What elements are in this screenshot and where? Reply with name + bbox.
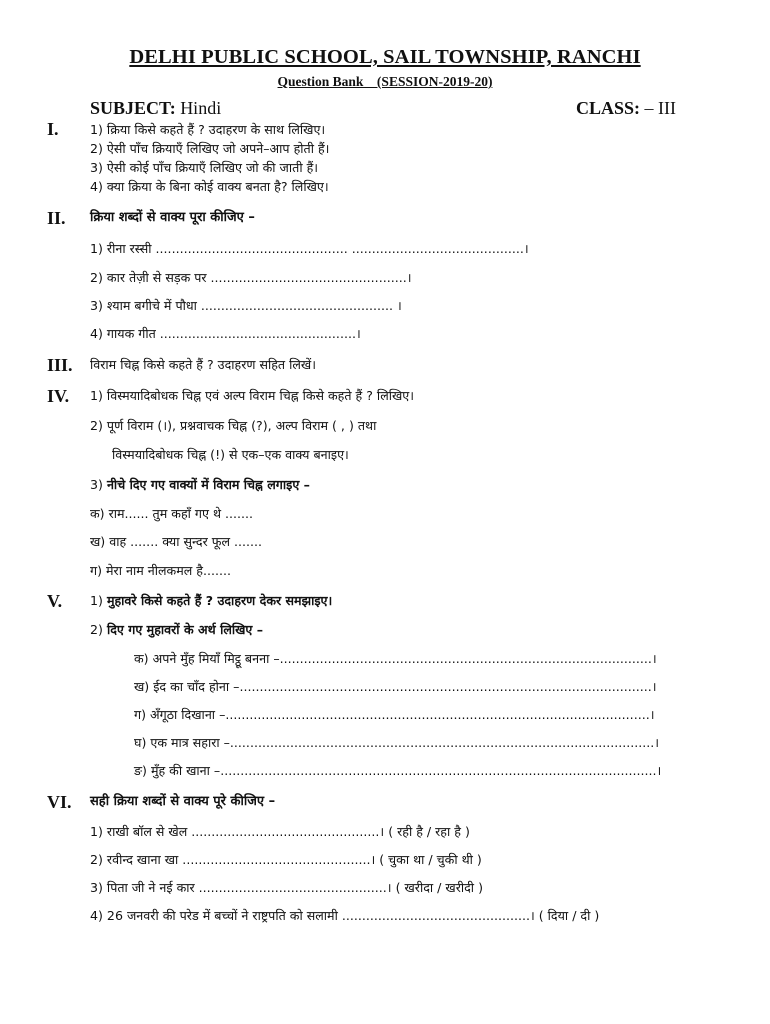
question-line: ख) ईद का चाँद होना –.......................................................................................................। [134, 679, 657, 694]
question-bank-subtitle: Question Bank (SESSION-2019-20) [277, 74, 493, 89]
question-line: विराम चिह्न किसे कहते हैं ? उदाहरण सहित लिखें। [90, 357, 316, 372]
question-line: 2) कार तेज़ी से सड़क पर .................................................। [90, 270, 412, 285]
subject-line [90, 98, 221, 119]
question-line: घ) एक मात्र सहारा –..........................................................................................................। [134, 735, 660, 750]
question-number: 2) [90, 622, 107, 637]
question-line: 1) रीना रस्सी ................................................ ...........................................। [90, 241, 529, 256]
section-number: IV. [47, 386, 70, 406]
question-number: 1) [90, 593, 107, 608]
section-heading: सही क्रिया शब्दों से वाक्य पूरे कीजिए – [90, 794, 276, 809]
section-number: III. [47, 355, 73, 375]
question-line [90, 477, 310, 492]
question-line: 1) राखी बॉल से खेल ...............................................। ( रही है / रहा है ) [90, 824, 470, 839]
question-line: 4) गायक गीत .................................................। [90, 326, 361, 341]
question-heading: नीचे दिए गए वाक्यों में विराम चिह्न लगाइए – [106, 477, 310, 492]
question-line: ङ) मुँह की खाना –.............................................................................................................। [134, 763, 662, 778]
class-label: CLASS: [576, 98, 641, 118]
question-line: ग) अँगूठा दिखाना –..........................................................................................................। [134, 707, 655, 722]
class-line [576, 98, 676, 119]
question-heading: मुहावरे किसे कहते हैं ? उदाहरण देकर समझाइए। [106, 593, 333, 608]
section-number: VI. [47, 792, 72, 812]
section-number: V. [47, 591, 63, 611]
question-line: 4) क्या क्रिया के बिना कोई वाक्य बनता है? लिखिए। [90, 179, 329, 194]
question-line: 1) विस्मयादिबोधक चिह्न एवं अल्प विराम चिह्न किसे कहते हैं ? लिखिए। [90, 388, 415, 403]
question-line: 2) रवीन्द खाना खा ...............................................। ( चुका था / चुकी थी ) [90, 852, 482, 867]
question-line: 3) श्याम बगीचे में पौधा ................................................ । [90, 298, 402, 313]
subject-value: Hindi [175, 98, 222, 118]
section-heading: क्रिया शब्दों से वाक्य पूरा कीजिए – [90, 210, 255, 225]
question-line: ख) वाह ....... क्या सुन्दर फूल ....... [90, 534, 263, 549]
question-line: 2) ऐसी पाँच क्रियाएँ लिखिए जो अपने–आप होती हैं। [90, 141, 330, 156]
question-line: 2) पूर्ण विराम (।), प्रश्नवाचक चिह्न (?), अल्प विराम ( , ) तथा [90, 418, 377, 433]
question-line: 3) ऐसी कोई पाँच क्रियाएँ लिखिए जो की जाती हैं। [90, 160, 319, 175]
question-line: विस्मयादिबोधक चिह्न (!) से एक–एक वाक्य बनाइए। [112, 447, 349, 462]
subject-label: SUBJECT: [90, 98, 176, 118]
question-number: 3) [90, 477, 107, 492]
section-number: II. [47, 208, 66, 228]
question-line: क) अपने मुँह मियाँ मिट्ठू बनना –.............................................................................................। [134, 651, 657, 666]
question-heading: दिए गए मुहावरों के अर्थ लिखिए – [106, 622, 264, 637]
question-line: 1) क्रिया किसे कहते हैं ? उदाहरण के साथ लिखिए। [90, 122, 326, 137]
question-line [90, 593, 332, 608]
school-title: DELHI PUBLIC SCHOOL, SAIL TOWNSHIP, RANCHI [129, 46, 641, 68]
section-number: I. [47, 119, 59, 139]
question-line: 3) पिता जी ने नई कार ...............................................। ( खरीदा / खरीदी ) [90, 880, 483, 895]
question-line: 4) 26 जनवरी की परेड में बच्चों ने राष्ट्रपति को सलामी ...............................................। ( दिया / दी ) [90, 908, 600, 923]
question-line: क) राम...... तुम कहाँ गए थे ....... [90, 506, 254, 521]
question-line: ग) मेरा नाम नीलकमल है....... [90, 563, 231, 578]
class-value: – III [640, 98, 677, 118]
question-line [90, 622, 263, 637]
